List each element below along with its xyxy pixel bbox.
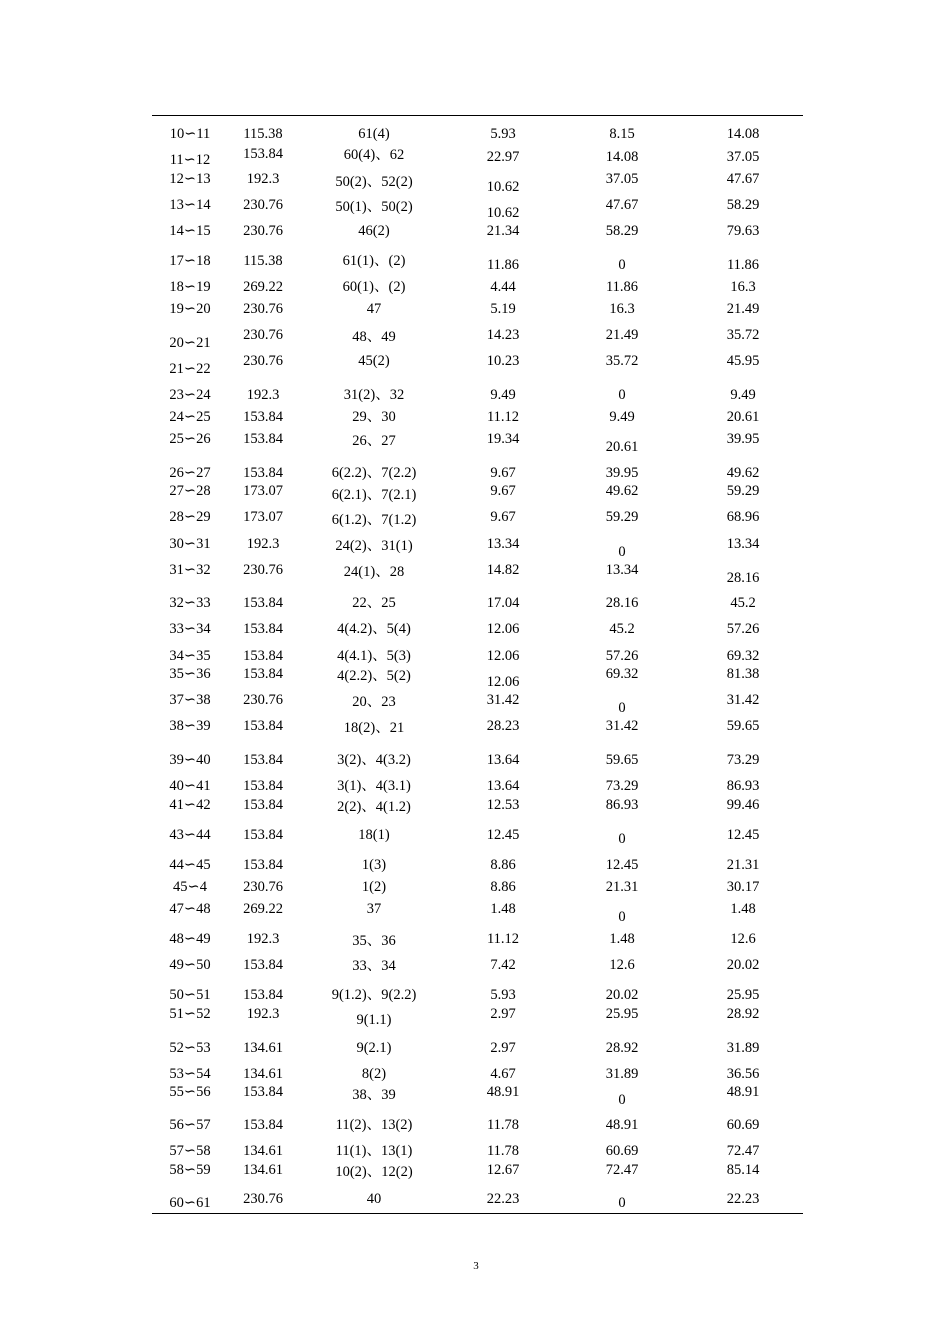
start-cell: 39.95 [605,465,639,481]
length-cell: 153.84 [243,1084,283,1100]
end-cell: 1.48 [730,901,756,917]
segment-cell: 60∽61 [169,1195,211,1211]
value-cell: 9.49 [490,387,516,403]
source-cell: 61(4) [358,126,390,142]
end-cell: 37.05 [726,149,760,165]
source-cell: 47 [366,301,382,317]
source-cell: 60(4)、62 [343,147,405,163]
value-cell: 10.62 [486,205,520,221]
segment-cell: 57∽58 [169,1143,211,1159]
length-cell: 153.84 [243,957,283,973]
length-cell: 173.07 [243,509,283,525]
source-cell: 29、30 [352,409,396,425]
source-cell: 6(1.2)、7(1.2) [331,512,417,528]
start-cell: 0 [618,387,626,403]
length-cell: 153.84 [243,718,283,734]
source-cell: 40 [366,1191,382,1207]
source-cell: 11(1)、13(1) [335,1143,413,1159]
length-cell: 153.84 [243,857,283,873]
value-cell: 11.86 [486,257,520,273]
end-cell: 28.92 [726,1006,760,1022]
end-cell: 12.6 [730,931,756,947]
value-cell: 9.67 [490,509,516,525]
value-cell: 11.78 [486,1117,520,1133]
length-cell: 192.3 [246,931,280,947]
source-cell: 3(1)、4(3.1) [337,778,411,794]
end-cell: 45.95 [726,353,760,369]
start-cell: 11.86 [605,279,639,295]
source-cell: 22、25 [352,595,396,611]
end-cell: 39.95 [726,431,760,447]
value-cell: 5.93 [490,987,516,1003]
start-cell: 12.45 [605,857,639,873]
length-cell: 230.76 [243,301,283,317]
value-cell: 11.78 [486,1143,520,1159]
source-cell: 6(2.2)、7(2.2) [331,465,417,481]
source-cell: 48、49 [352,329,396,345]
length-cell: 269.22 [243,901,283,917]
start-cell: 86.93 [605,797,639,813]
value-cell: 22.23 [486,1191,520,1207]
source-cell: 3(2)、4(3.2) [337,752,411,768]
end-cell: 59.65 [726,718,760,734]
end-cell: 69.32 [726,648,760,664]
length-cell: 153.84 [243,146,283,162]
segment-cell: 30∽31 [169,536,211,552]
length-cell: 115.38 [243,253,283,269]
source-cell: 2(2)、4(1.2) [337,799,411,815]
start-cell: 48.91 [605,1117,639,1133]
length-cell: 153.84 [243,409,283,425]
end-cell: 20.02 [726,957,760,973]
length-cell: 153.84 [243,827,283,843]
source-cell: 8(2) [361,1066,387,1082]
segment-cell: 40∽41 [169,778,211,794]
end-cell: 81.38 [726,666,760,682]
length-cell: 153.84 [243,987,283,1003]
value-cell: 13.64 [486,752,520,768]
length-cell: 230.76 [243,692,283,708]
start-cell: 28.16 [605,595,639,611]
end-cell: 57.26 [726,621,760,637]
length-cell: 153.84 [243,465,283,481]
length-cell: 153.84 [243,666,283,682]
start-cell: 25.95 [605,1006,639,1022]
value-cell: 11.12 [486,931,520,947]
end-cell: 45.2 [730,595,756,611]
start-cell: 21.49 [605,327,639,343]
value-cell: 12.45 [486,827,520,843]
start-cell: 73.29 [605,778,639,794]
value-cell: 1.48 [490,901,516,917]
value-cell: 5.93 [490,126,516,142]
start-cell: 0 [618,1092,626,1108]
segment-cell: 34∽35 [169,648,211,664]
value-cell: 2.97 [490,1006,516,1022]
value-cell: 12.06 [486,621,520,637]
start-cell: 58.29 [605,223,639,239]
segment-cell: 23∽24 [169,387,211,403]
end-cell: 49.62 [726,465,760,481]
length-cell: 153.84 [243,797,283,813]
length-cell: 153.84 [243,1117,283,1133]
end-cell: 31.89 [726,1040,760,1056]
start-cell: 31.89 [605,1066,639,1082]
end-cell: 99.46 [726,797,760,813]
segment-cell: 58∽59 [169,1162,211,1178]
length-cell: 230.76 [243,197,283,213]
source-cell: 45(2) [358,353,390,369]
length-cell: 192.3 [246,387,280,403]
end-cell: 36.56 [726,1066,760,1082]
end-cell: 22.23 [726,1191,760,1207]
source-cell: 24(1)、28 [343,564,405,580]
start-cell: 0 [618,544,626,560]
end-cell: 30.17 [726,879,760,895]
end-cell: 11.86 [726,257,760,273]
value-cell: 8.86 [490,879,516,895]
length-cell: 153.84 [243,648,283,664]
source-cell: 18(1) [358,827,390,843]
value-cell: 12.06 [486,674,520,690]
table-bottom-rule [152,1213,803,1214]
length-cell: 192.3 [246,1006,280,1022]
source-cell: 46(2) [358,223,390,239]
start-cell: 28.92 [605,1040,639,1056]
length-cell: 153.84 [243,621,283,637]
segment-cell: 35∽36 [169,666,211,682]
start-cell: 8.15 [609,126,635,142]
start-cell: 0 [618,257,626,273]
start-cell: 9.49 [609,409,635,425]
value-cell: 28.23 [486,718,520,734]
source-cell: 4(4.2)、5(4) [337,621,411,637]
end-cell: 68.96 [726,509,760,525]
segment-cell: 21∽22 [169,361,211,377]
source-cell: 18(2)、21 [343,720,405,736]
segment-cell: 10∽11 [169,126,211,142]
segment-cell: 47∽48 [169,901,211,917]
end-cell: 48.91 [726,1084,760,1100]
value-cell: 9.67 [490,483,516,499]
segment-cell: 45∽4 [173,879,207,895]
value-cell: 10.23 [486,353,520,369]
value-cell: 11.12 [486,409,520,425]
end-cell: 86.93 [726,778,760,794]
length-cell: 192.3 [246,536,280,552]
length-cell: 153.84 [243,431,283,447]
value-cell: 7.42 [490,957,516,973]
segment-cell: 32∽33 [169,595,211,611]
value-cell: 12.67 [486,1162,520,1178]
segment-cell: 56∽57 [169,1117,211,1133]
end-cell: 13.34 [726,536,760,552]
source-cell: 50(1)、50(2) [335,199,413,215]
value-cell: 13.34 [486,536,520,552]
segment-cell: 11∽12 [169,152,211,168]
source-cell: 4(4.1)、5(3) [337,648,411,664]
segment-cell: 53∽54 [169,1066,211,1082]
segment-cell: 49∽50 [169,957,211,973]
value-cell: 12.06 [486,648,520,664]
segment-cell: 27∽28 [169,483,211,499]
end-cell: 28.16 [726,570,760,586]
value-cell: 4.44 [490,279,516,295]
segment-cell: 31∽32 [169,562,211,578]
end-cell: 35.72 [726,327,760,343]
end-cell: 9.49 [730,387,756,403]
source-cell: 1(2) [361,879,387,895]
length-cell: 173.07 [243,483,283,499]
end-cell: 31.42 [726,692,760,708]
end-cell: 59.29 [726,483,760,499]
start-cell: 31.42 [605,718,639,734]
value-cell: 14.82 [486,562,520,578]
end-cell: 20.61 [726,409,760,425]
segment-cell: 48∽49 [169,931,211,947]
segment-cell: 33∽34 [169,621,211,637]
end-cell: 16.3 [730,279,756,295]
end-cell: 14.08 [726,126,760,142]
value-cell: 19.34 [486,431,520,447]
segment-cell: 17∽18 [169,253,211,269]
length-cell: 230.76 [243,223,283,239]
segment-cell: 39∽40 [169,752,211,768]
start-cell: 59.65 [605,752,639,768]
end-cell: 79.63 [726,223,760,239]
value-cell: 5.19 [490,301,516,317]
start-cell: 0 [618,1195,626,1211]
start-cell: 0 [618,831,626,847]
value-cell: 12.53 [486,797,520,813]
segment-cell: 28∽29 [169,509,211,525]
segment-cell: 52∽53 [169,1040,211,1056]
length-cell: 230.76 [243,562,283,578]
length-cell: 230.76 [243,353,283,369]
segment-cell: 25∽26 [169,431,211,447]
start-cell: 0 [618,909,626,925]
length-cell: 230.76 [243,1191,283,1207]
source-cell: 60(1)、(2) [342,279,406,295]
length-cell: 230.76 [243,879,283,895]
value-cell: 13.64 [486,778,520,794]
segment-cell: 50∽51 [169,987,211,1003]
start-cell: 47.67 [605,197,639,213]
value-cell: 48.91 [486,1084,520,1100]
value-cell: 8.86 [490,857,516,873]
start-cell: 14.08 [605,149,639,165]
segment-cell: 26∽27 [169,465,211,481]
start-cell: 69.32 [605,666,639,682]
start-cell: 20.02 [605,987,639,1003]
segment-cell: 41∽42 [169,797,211,813]
end-cell: 60.69 [726,1117,760,1133]
value-cell: 31.42 [486,692,520,708]
end-cell: 58.29 [726,197,760,213]
start-cell: 35.72 [605,353,639,369]
end-cell: 21.31 [726,857,760,873]
source-cell: 35、36 [352,933,396,949]
source-cell: 61(1)、(2) [342,253,406,269]
segment-cell: 24∽25 [169,409,211,425]
segment-cell: 20∽21 [169,335,211,351]
length-cell: 134.61 [243,1162,283,1178]
length-cell: 153.84 [243,778,283,794]
start-cell: 12.6 [609,957,635,973]
segment-cell: 14∽15 [169,223,211,239]
length-cell: 269.22 [243,279,283,295]
value-cell: 21.34 [486,223,520,239]
segment-cell: 13∽14 [169,197,211,213]
end-cell: 85.14 [726,1162,760,1178]
source-cell: 24(2)、31(1) [335,538,413,554]
source-cell: 26、27 [352,433,396,449]
length-cell: 134.61 [243,1143,283,1159]
segment-cell: 12∽13 [169,171,211,187]
end-cell: 72.47 [726,1143,760,1159]
start-cell: 57.26 [605,648,639,664]
start-cell: 1.48 [609,931,635,947]
source-cell: 11(2)、13(2) [335,1117,413,1133]
value-cell: 9.67 [490,465,516,481]
source-cell: 6(2.1)、7(2.1) [331,487,417,503]
segment-cell: 37∽38 [169,692,211,708]
end-cell: 21.49 [726,301,760,317]
end-cell: 25.95 [726,987,760,1003]
page-number: 3 [473,1260,479,1272]
length-cell: 134.61 [243,1066,283,1082]
source-cell: 38、39 [352,1087,396,1103]
source-cell: 1(3) [361,857,387,873]
segment-cell: 55∽56 [169,1084,211,1100]
length-cell: 134.61 [243,1040,283,1056]
source-cell: 9(1.1) [356,1012,392,1028]
start-cell: 13.34 [605,562,639,578]
start-cell: 49.62 [605,483,639,499]
start-cell: 60.69 [605,1143,639,1159]
length-cell: 230.76 [243,327,283,343]
end-cell: 73.29 [726,752,760,768]
source-cell: 9(1.2)、9(2.2) [331,987,417,1003]
segment-cell: 18∽19 [169,279,211,295]
segment-cell: 51∽52 [169,1006,211,1022]
start-cell: 21.31 [605,879,639,895]
segment-cell: 38∽39 [169,718,211,734]
start-cell: 0 [618,700,626,716]
source-cell: 9(2.1) [356,1040,392,1056]
value-cell: 14.23 [486,327,520,343]
segment-cell: 43∽44 [169,827,211,843]
value-cell: 2.97 [490,1040,516,1056]
value-cell: 4.67 [490,1066,516,1082]
length-cell: 153.84 [243,752,283,768]
segment-cell: 44∽45 [169,857,211,873]
length-cell: 192.3 [246,171,280,187]
source-cell: 37 [366,901,382,917]
source-cell: 50(2)、52(2) [335,174,413,190]
length-cell: 153.84 [243,595,283,611]
end-cell: 47.67 [726,171,760,187]
value-cell: 17.04 [486,595,520,611]
source-cell: 10(2)、12(2) [335,1164,413,1180]
start-cell: 20.61 [605,439,639,455]
value-cell: 22.97 [486,149,520,165]
start-cell: 72.47 [605,1162,639,1178]
source-cell: 4(2.2)、5(2) [337,668,411,684]
source-cell: 33、34 [352,958,396,974]
length-cell: 115.38 [243,126,283,142]
source-cell: 31(2)、32 [343,387,405,403]
value-cell: 10.62 [486,179,520,195]
end-cell: 12.45 [726,827,760,843]
segment-cell: 19∽20 [169,301,211,317]
start-cell: 59.29 [605,509,639,525]
source-cell: 20、23 [352,694,396,710]
start-cell: 37.05 [605,171,639,187]
start-cell: 16.3 [609,301,635,317]
start-cell: 45.2 [609,621,635,637]
